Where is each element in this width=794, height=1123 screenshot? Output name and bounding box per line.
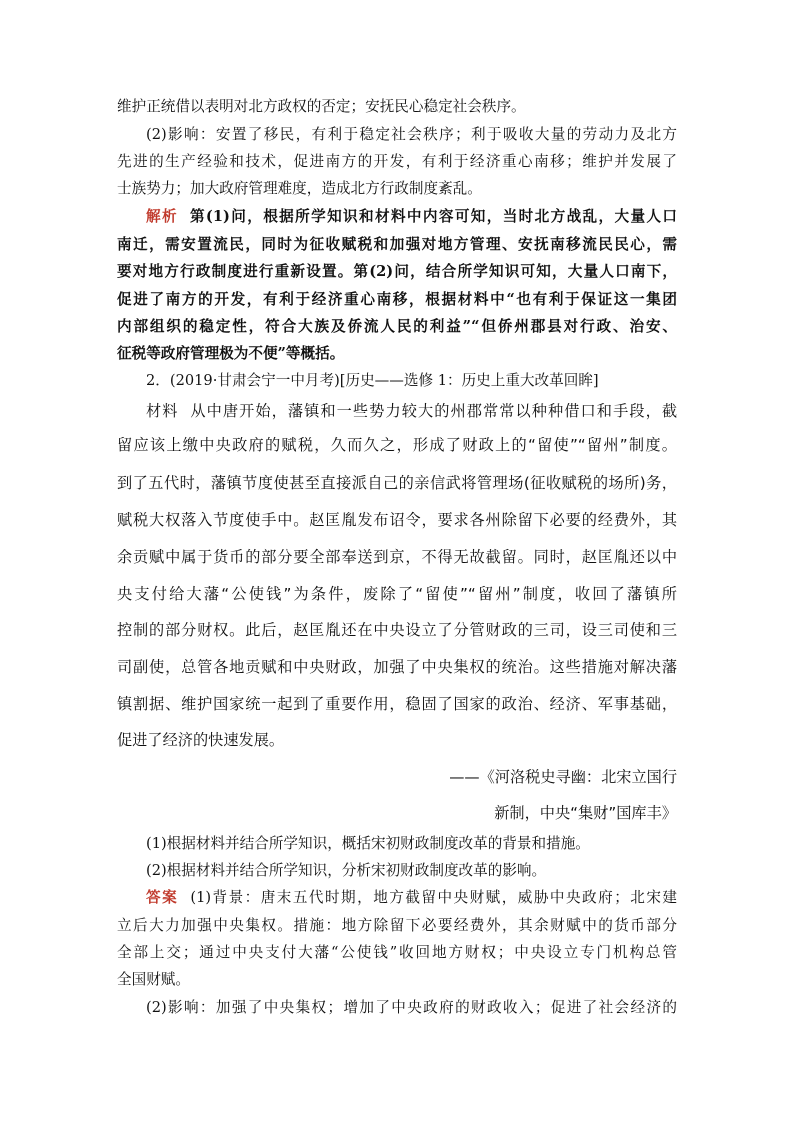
- material-label: 材料: [146, 402, 179, 420]
- analysis-paragraph-first-line: [146, 208, 677, 226]
- analysis-label: 解析: [146, 208, 178, 225]
- answer-line: 立后大力加强中央集权。措施：地方除留下必要经费外，其余财赋中的货币部分: [117, 917, 677, 934]
- material-line: 余贡赋中属于货币的部分要全部奉送到京，不得无故截留。同时，赵匡胤还以中: [117, 548, 677, 566]
- impact-line: 士族势力；加大政府管理难度，造成北方行政制度紊乱。: [117, 180, 482, 197]
- answer-label: 答案: [146, 889, 179, 906]
- source-citation: ——《河洛税史寻幽：北宋立国行: [449, 768, 677, 786]
- sub-question-2: (2)根据材料并结合所学知识，分析宋初财政制度改革的影响。: [146, 862, 547, 879]
- analysis-line: 要对地方行政制度进行重新设置。第(2)问，结合所学知识可知，大量人口南下，: [117, 263, 677, 280]
- answer-line: 全国财赋。: [117, 971, 190, 988]
- analysis-line: 内部组织的稳定性，符合大族及侨流人民的利益”“但侨州郡县对行政、治安、: [117, 318, 677, 335]
- analysis-line: 南迁，需安置流民，同时为征收赋税和加强对地方管理、安抚南移流民民心，需: [117, 236, 677, 253]
- analysis-text: 第(1)问，根据所学知识和材料中内容可知，当时北方战乱，大量人口: [189, 208, 677, 225]
- analysis-line: 征税等政府管理极为不便”等概括。: [117, 345, 345, 362]
- impact-line: 先进的生产经验和技术，促进南方的开发，有利于经济重心南移；维护并发展了: [117, 153, 677, 170]
- material-text: 从中唐开始，藩镇和一些势力较大的州郡常常以种种借口和手段，截: [190, 402, 678, 420]
- answer-first-line: [146, 889, 677, 907]
- material-line: 促进了经济的快速发展。: [117, 731, 285, 749]
- answer-line: (2)影响：加强了中央集权；增加了中央政府的财政收入；促进了社会经济的: [146, 999, 677, 1016]
- question-header: 2．(2019·甘肃会宁一中月考)[历史——选修 1：历史上重大改革回眸]: [146, 372, 599, 389]
- impact-line: (2)影响：安置了移民，有利于稳定社会秩序；利于吸收大量的劳动力及北方: [146, 126, 677, 143]
- material-line: 控制的部分财权。此后，赵匡胤还在中央设立了分管财政的三司，设三司使和三: [117, 621, 677, 639]
- answer-line: 全部上交；通过中央支付大藩“公使钱”收回地方财权；中央设立专门机构总管: [117, 944, 677, 961]
- answer-text: (1)背景：唐末五代时期，地方截留中央财赋，威胁中央政府；北宋建: [190, 889, 677, 906]
- material-first-line: [146, 402, 677, 420]
- analysis-line: 促进了南方的开发，有利于经济重心南移，根据材料中“也有利于保证这一集团: [117, 291, 677, 308]
- material-line: 司副使，总管各地贡赋和中央财政，加强了中央集权的统治。这些措施对解决藩: [117, 658, 677, 676]
- material-line: 央支付给大藩“公使钱”为条件，废除了“留使”“留州”制度，收回了藩镇所: [117, 585, 677, 603]
- material-line: 镇割据、维护国家统一起到了重要作用，稳固了国家的政治、经济、军事基础，: [117, 695, 677, 713]
- material-line: 留应该上缴中央政府的赋税，久而久之，形成了财政上的“留使”“留州”制度。: [117, 436, 677, 454]
- answer-continuation-line: 维护正统借以表明对北方政权的否定；安抚民心稳定社会秩序。: [117, 98, 526, 115]
- source-citation: 新制，中央“集财”国库丰》: [494, 804, 677, 822]
- sub-question-1: (1)根据材料并结合所学知识，概括宋初财政制度改革的背景和措施。: [146, 835, 590, 852]
- material-line: 赋税大权落入节度使手中。赵匡胤发布诏令，要求各州除留下必要的经费外，其: [117, 511, 677, 529]
- material-line: 到了五代时，藩镇节度使甚至直接派自己的亲信武将管理场(征收赋税的场所)务，: [117, 474, 677, 492]
